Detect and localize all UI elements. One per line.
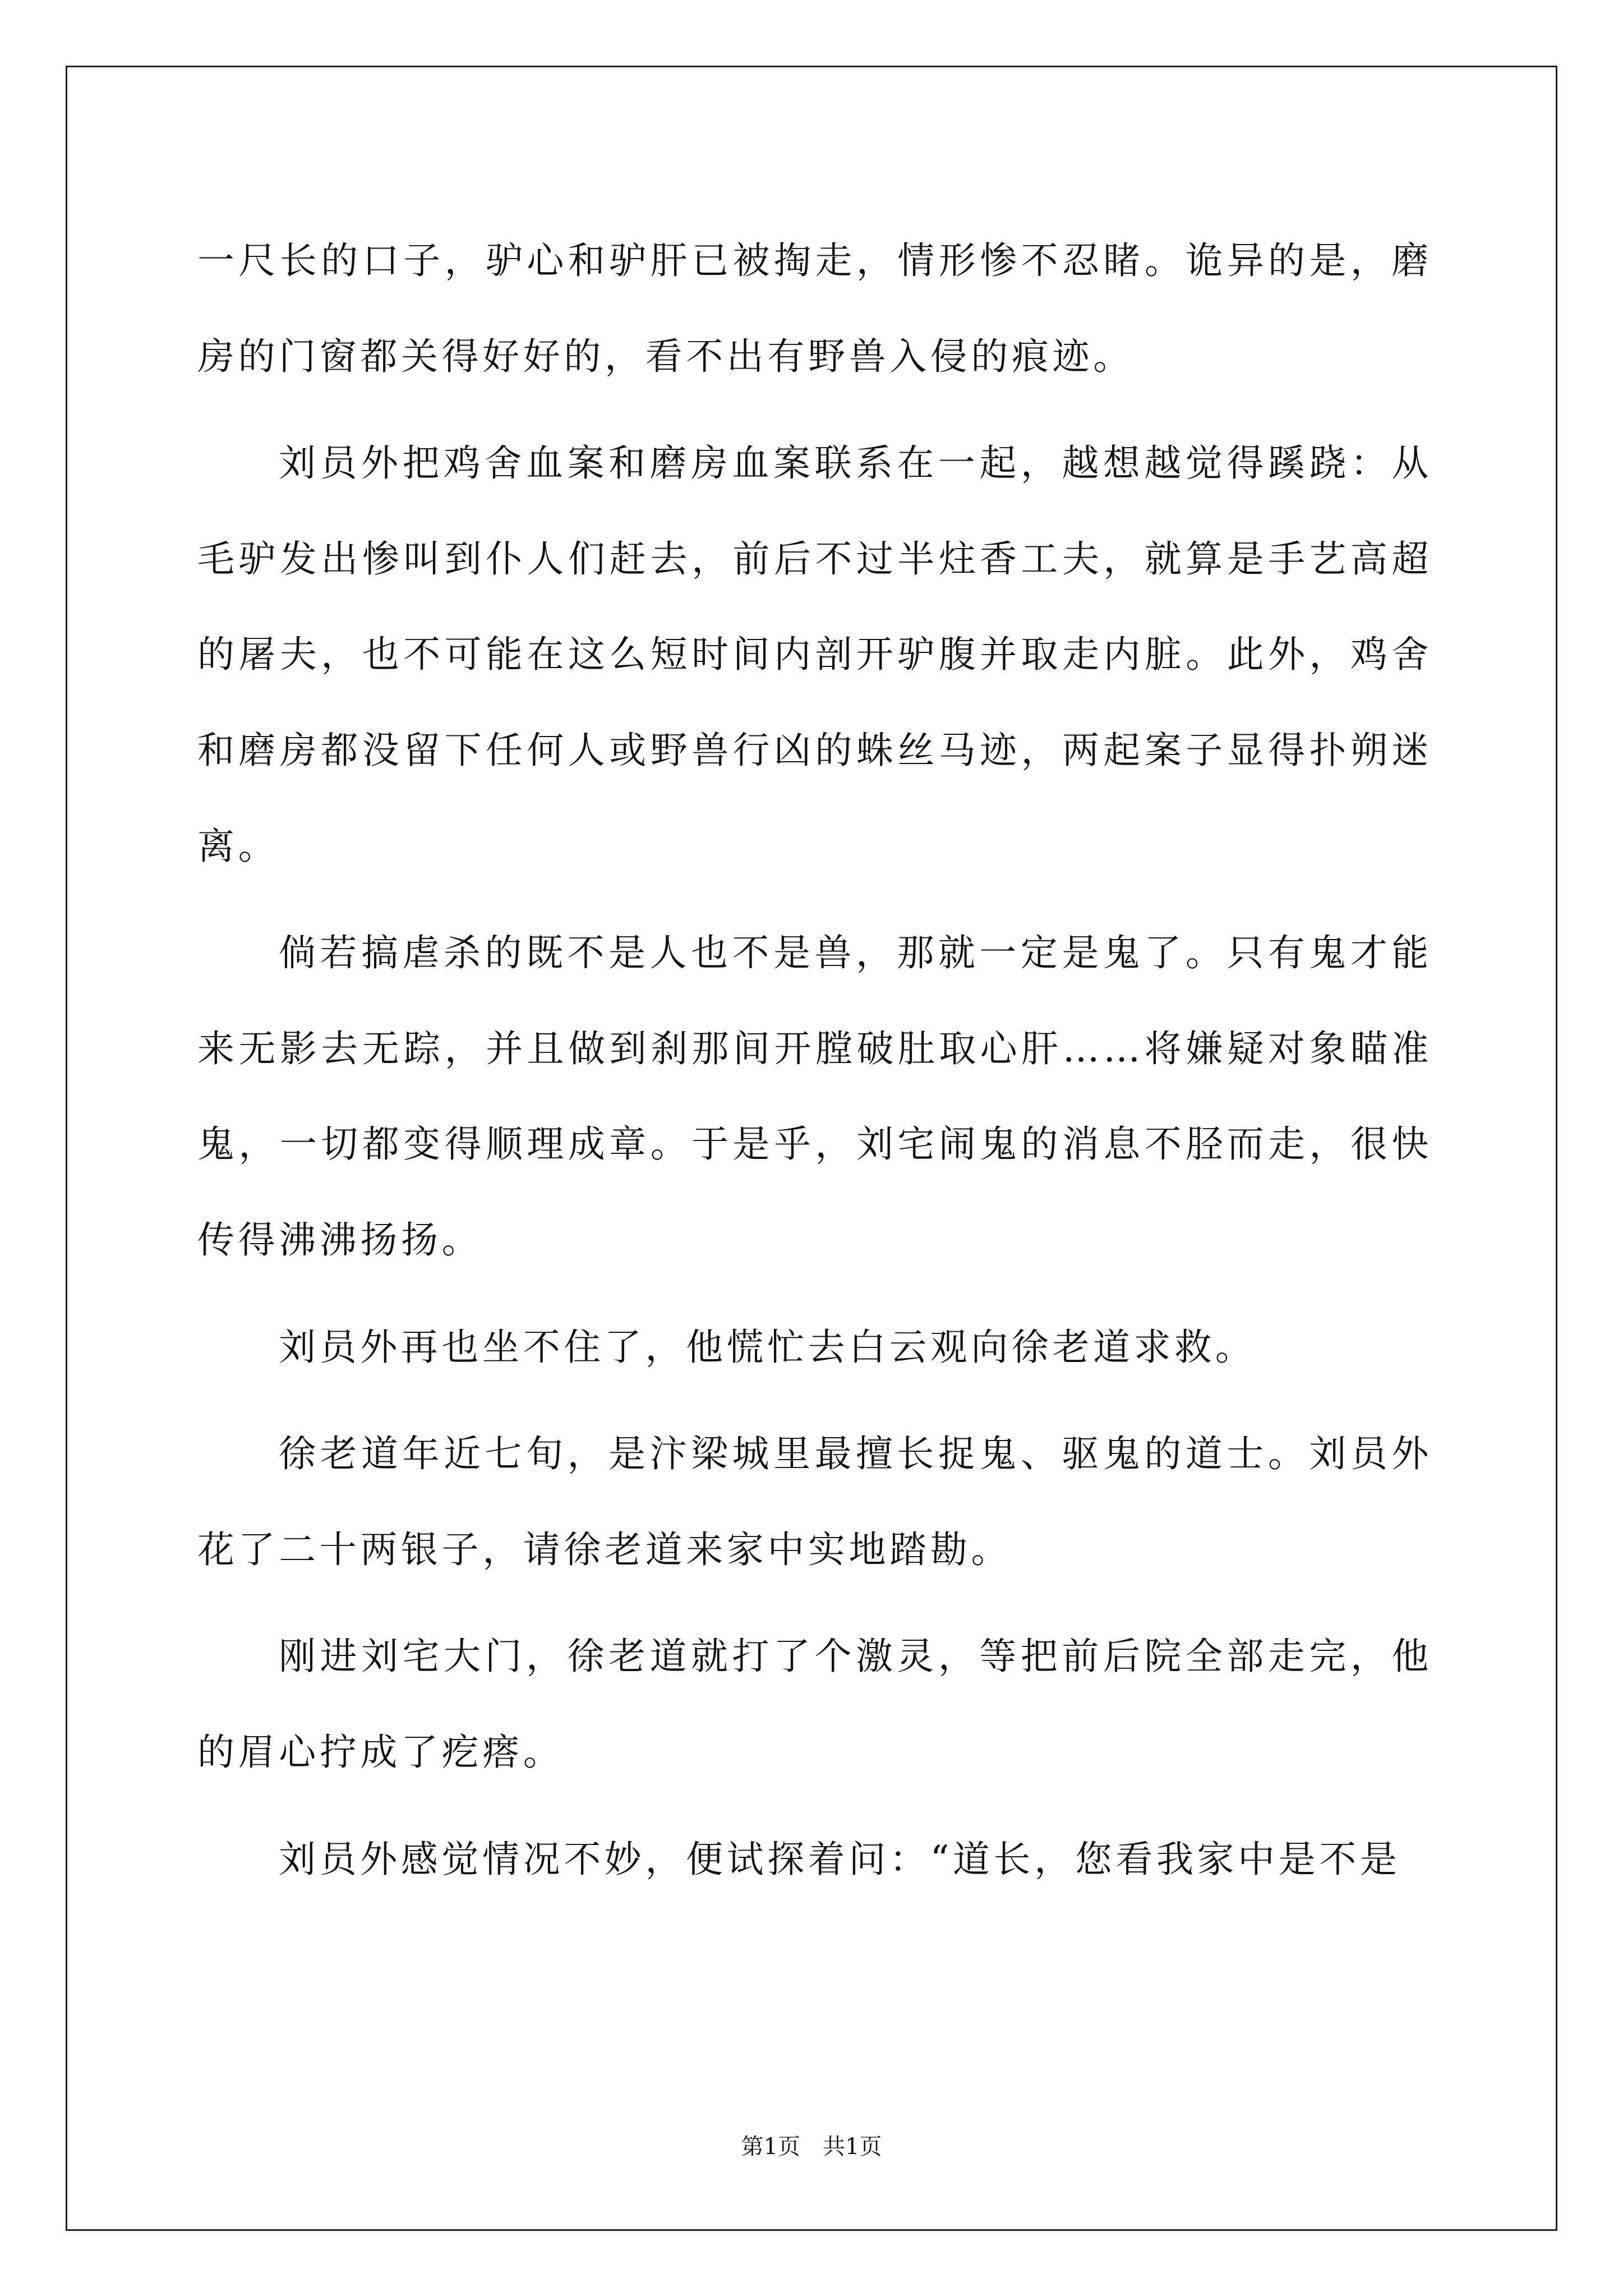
paragraph-4: 刘员外再也坐不住了，他慌忙去白云观向徐老道求救。 <box>279 1325 1256 1369</box>
paragraph-7: 刘员外感觉情况不妙，便试探着问：“道长，您看我家中是不是 <box>279 1837 1401 1881</box>
document-body <box>197 213 1432 1907</box>
page-number-footer: 第1页 共1页 <box>741 2134 882 2160</box>
paragraph-5: 徐老道年近七旬，是汴梁城里最擅长捉鬼、驱鬼的道士。刘员外花了二十两银子，请徐老道来家中实地踏勘。 <box>197 1432 1432 1571</box>
paragraph-3: 倘若搞虐杀的既不是人也不是兽，那就一定是鬼了。只有鬼才能来无影去无踪，并且做到刹那间开膛破肚取心肝……将嫌疑对象瞄准鬼，一切都变得顺理成章。于是乎，刘宅闹鬼的消息不胫而走，很快传得沸沸扬扬。 <box>197 931 1432 1262</box>
paragraph-2: 刘员外把鸡舍血案和磨房血案联系在一起，越想越觉得蹊跷：从毛驴发出惨叫到仆人们赶去，前后不过半炷香工夫，就算是手艺高超的屠夫，也不可能在这么短时间内剖开驴腹并取走内脏。此外，鸡舍和磨房都没留下任何人或野兽行凶的蛛丝马迹，两起案子显得扑朔迷离。 <box>197 441 1432 868</box>
paragraph-1: 一尺长的口子，驴心和驴肝已被掏走，情形惨不忍睹。诡异的是，磨房的门窗都关得好好的，看不出有野兽入侵的痕迹。 <box>197 239 1432 378</box>
paragraph-6: 刚进刘宅大门，徐老道就打了个激灵，等把前后院全部走完，他的眉心拧成了疙瘩。 <box>197 1635 1432 1774</box>
